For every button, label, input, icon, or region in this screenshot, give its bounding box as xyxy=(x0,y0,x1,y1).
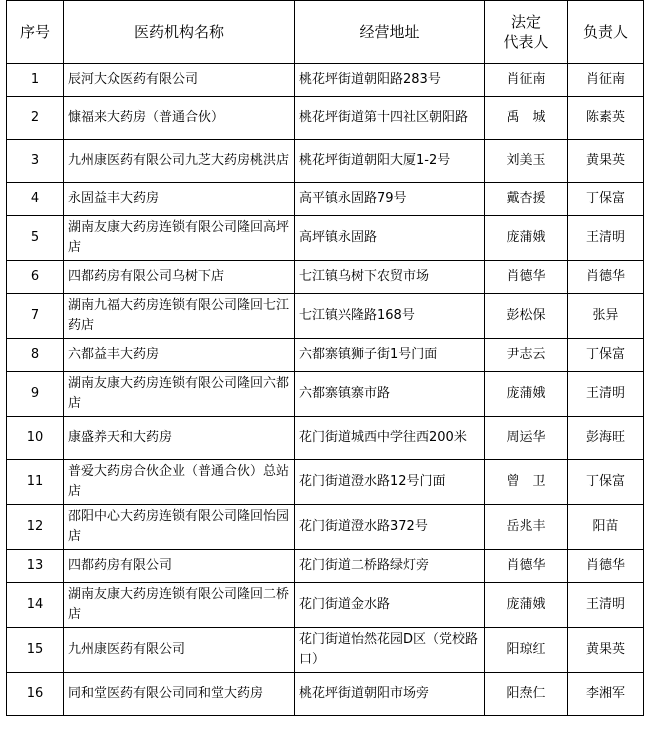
business-address: 七江镇兴隆路168号 xyxy=(295,294,485,339)
row-number: 9 xyxy=(7,372,64,417)
table-row xyxy=(7,460,644,505)
row-number: 1 xyxy=(7,64,64,97)
legal-representative: 彭松保 xyxy=(485,294,568,339)
header-name: 医药机构名称 xyxy=(64,1,295,64)
row-number: 14 xyxy=(7,583,64,628)
legal-representative: 肖德华 xyxy=(485,550,568,583)
business-address: 花门街道金水路 xyxy=(295,583,485,628)
header-manager: 负责人 xyxy=(568,1,644,64)
business-address: 六都寨镇寨市路 xyxy=(295,372,485,417)
legal-representative: 曾 卫 xyxy=(485,460,568,505)
header-legal-line2: 代表人 xyxy=(503,33,549,51)
pharmacy-name: 湖南九福大药房连锁有限公司隆回七江药店 xyxy=(64,294,295,339)
legal-representative: 庞蒲娥 xyxy=(485,372,568,417)
pharmacy-name: 康盛养天和大药房 xyxy=(64,417,295,460)
business-address: 七江镇乌树下农贸市场 xyxy=(295,261,485,294)
person-in-charge: 王清明 xyxy=(568,583,644,628)
legal-representative: 庞蒲娥 xyxy=(485,216,568,261)
row-number: 15 xyxy=(7,628,64,673)
business-address: 桃花坪街道第十四社区朝阳路 xyxy=(295,97,485,140)
business-address: 花门街道澄水路372号 xyxy=(295,505,485,550)
row-number: 4 xyxy=(7,183,64,216)
pharmacy-name: 九州康医药有限公司 xyxy=(64,628,295,673)
pharmacy-name: 同和堂医药有限公司同和堂大药房 xyxy=(64,673,295,716)
pharmacy-name: 湖南友康大药房连锁有限公司隆回高坪店 xyxy=(64,216,295,261)
pharmacy-table xyxy=(6,0,644,716)
person-in-charge: 丁保富 xyxy=(568,339,644,372)
header-no: 序号 xyxy=(7,1,64,64)
pharmacy-name: 九州康医药有限公司九芝大药房桃洪店 xyxy=(64,140,295,183)
legal-representative: 刘美玉 xyxy=(485,140,568,183)
table-row xyxy=(7,550,644,583)
row-number: 6 xyxy=(7,261,64,294)
table-row xyxy=(7,339,644,372)
business-address: 花门街道怡然花园D区（党校路口） xyxy=(295,628,485,673)
person-in-charge: 丁保富 xyxy=(568,183,644,216)
table-row xyxy=(7,183,644,216)
person-in-charge: 陈素英 xyxy=(568,97,644,140)
business-address: 桃花坪街道朝阳路283号 xyxy=(295,64,485,97)
row-number: 8 xyxy=(7,339,64,372)
business-address: 桃花坪街道朝阳市场旁 xyxy=(295,673,485,716)
person-in-charge: 张异 xyxy=(568,294,644,339)
person-in-charge: 肖德华 xyxy=(568,550,644,583)
pharmacy-name: 辰河大众医药有限公司 xyxy=(64,64,295,97)
table-row xyxy=(7,372,644,417)
table-row xyxy=(7,673,644,716)
table-row xyxy=(7,64,644,97)
pharmacy-name: 四都药房有限公司 xyxy=(64,550,295,583)
legal-representative: 尹志云 xyxy=(485,339,568,372)
pharmacy-name: 邵阳中心大药房连锁有限公司隆回怡园店 xyxy=(64,505,295,550)
legal-representative: 阳琼红 xyxy=(485,628,568,673)
legal-representative: 肖德华 xyxy=(485,261,568,294)
legal-representative: 岳兆丰 xyxy=(485,505,568,550)
table-row xyxy=(7,294,644,339)
table-row xyxy=(7,216,644,261)
row-number: 7 xyxy=(7,294,64,339)
table-row xyxy=(7,140,644,183)
pharmacy-name: 湖南友康大药房连锁有限公司隆回六都店 xyxy=(64,372,295,417)
row-number: 11 xyxy=(7,460,64,505)
row-number: 13 xyxy=(7,550,64,583)
person-in-charge: 王清明 xyxy=(568,372,644,417)
person-in-charge: 黄果英 xyxy=(568,628,644,673)
person-in-charge: 彭海旺 xyxy=(568,417,644,460)
table-row xyxy=(7,505,644,550)
row-number: 16 xyxy=(7,673,64,716)
legal-representative: 阳焘仁 xyxy=(485,673,568,716)
person-in-charge: 肖德华 xyxy=(568,261,644,294)
person-in-charge: 王清明 xyxy=(568,216,644,261)
legal-representative: 禹 城 xyxy=(485,97,568,140)
header-legal-line1: 法定 xyxy=(510,13,541,31)
pharmacy-name: 永固益丰大药房 xyxy=(64,183,295,216)
table-row xyxy=(7,583,644,628)
header-address: 经营地址 xyxy=(295,1,485,64)
row-number: 12 xyxy=(7,505,64,550)
pharmacy-name: 湖南友康大药房连锁有限公司隆回二桥店 xyxy=(64,583,295,628)
person-in-charge: 黄果英 xyxy=(568,140,644,183)
business-address: 花门街道二桥路绿灯旁 xyxy=(295,550,485,583)
person-in-charge: 李湘军 xyxy=(568,673,644,716)
legal-representative: 肖征南 xyxy=(485,64,568,97)
table-row xyxy=(7,261,644,294)
person-in-charge: 肖征南 xyxy=(568,64,644,97)
person-in-charge: 阳苗 xyxy=(568,505,644,550)
legal-representative: 庞蒲娥 xyxy=(485,583,568,628)
pharmacy-name: 普爱大药房合伙企业（普通合伙）总站店 xyxy=(64,460,295,505)
business-address: 高坪镇永固路 xyxy=(295,216,485,261)
row-number: 5 xyxy=(7,216,64,261)
pharmacy-name: 六都益丰大药房 xyxy=(64,339,295,372)
legal-representative: 周运华 xyxy=(485,417,568,460)
business-address: 花门街道城西中学往西200米 xyxy=(295,417,485,460)
pharmacy-name: 慷福来大药房（普通合伙） xyxy=(64,97,295,140)
business-address: 花门街道澄水路12号门面 xyxy=(295,460,485,505)
person-in-charge: 丁保富 xyxy=(568,460,644,505)
business-address: 桃花坪街道朝阳大厦1-2号 xyxy=(295,140,485,183)
table-row xyxy=(7,417,644,460)
row-number: 2 xyxy=(7,97,64,140)
pharmacy-name: 四都药房有限公司乌树下店 xyxy=(64,261,295,294)
business-address: 六都寨镇狮子街1号门面 xyxy=(295,339,485,372)
business-address: 高平镇永固路79号 xyxy=(295,183,485,216)
row-number: 3 xyxy=(7,140,64,183)
legal-representative: 戴杏援 xyxy=(485,183,568,216)
table-header-row xyxy=(7,1,644,64)
table-row xyxy=(7,97,644,140)
row-number: 10 xyxy=(7,417,64,460)
table-row xyxy=(7,628,644,673)
header-legal-representative xyxy=(485,1,568,64)
